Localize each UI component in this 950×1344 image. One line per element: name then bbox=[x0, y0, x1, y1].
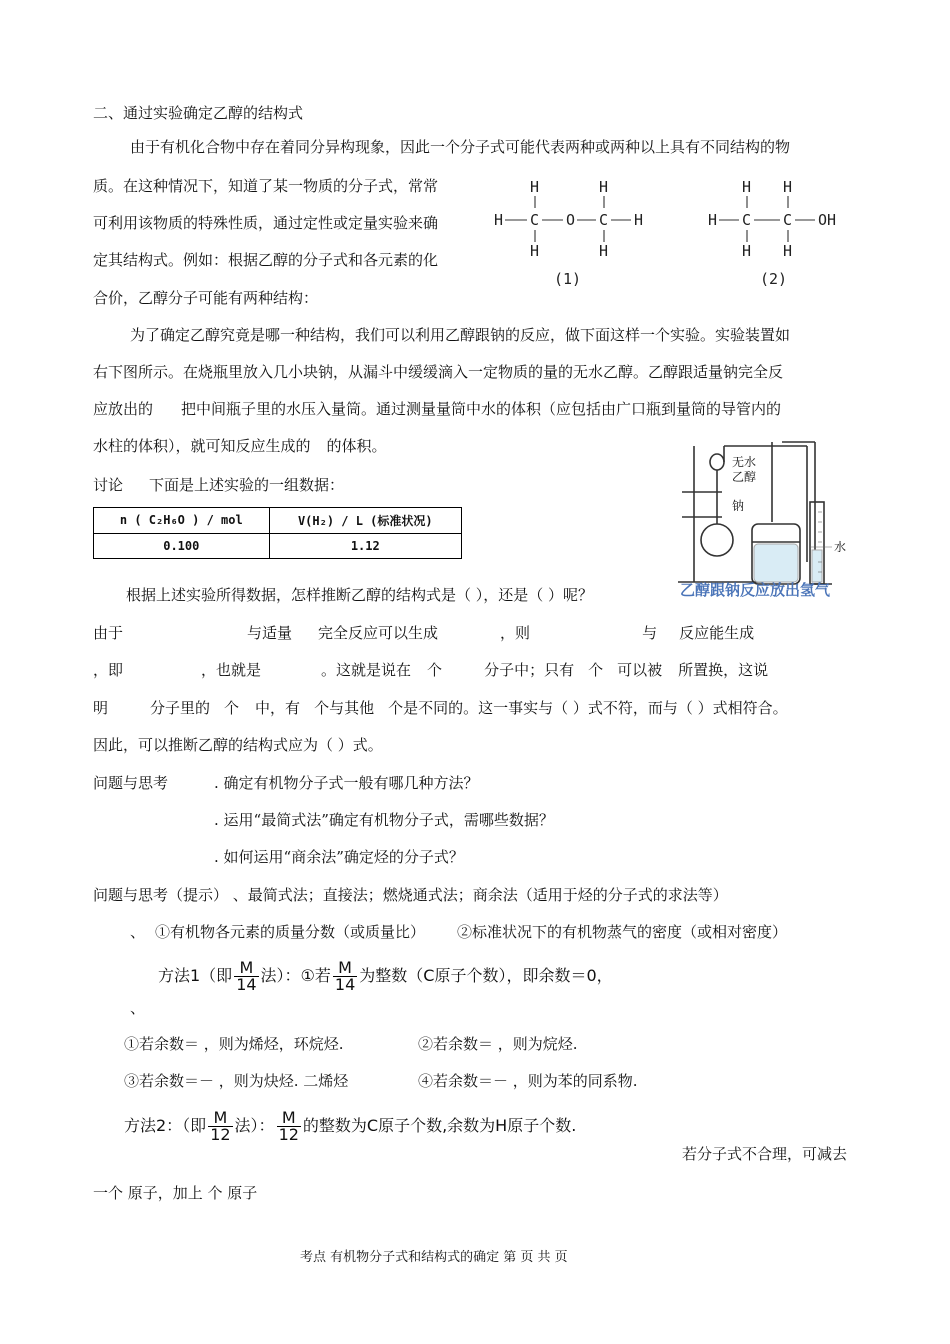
s1-o: O bbox=[566, 211, 576, 229]
fraction-denominator: 14 bbox=[334, 975, 356, 994]
hints-line-2 bbox=[130, 922, 787, 942]
apparatus-label-sodium: 钠 bbox=[732, 499, 745, 513]
intro-line-1: 由于有机化合物中存在着同分异构现象，因此一个分子式可能代表两种或两种以上具有不同结构的物 bbox=[130, 138, 791, 156]
fraction-m-12 bbox=[208, 1110, 232, 1143]
tail-line-2: 一个 原子，加上 个 原子 bbox=[93, 1184, 258, 1202]
s1-h-right: H bbox=[634, 211, 644, 229]
s1-h-left: H bbox=[494, 211, 504, 229]
s2-h-bottom-left: H bbox=[742, 242, 752, 260]
s1-h-top-right: H bbox=[599, 178, 609, 196]
analysis-text: 个是不同的。这一事实与（ ）式不符，而与（ ）式相符合。 bbox=[388, 699, 788, 717]
s1-label: (1) bbox=[554, 270, 582, 288]
fraction-numerator: M bbox=[277, 1110, 301, 1127]
s1-c-left: C bbox=[530, 211, 540, 229]
fraction-denominator: 14 bbox=[236, 975, 257, 994]
hints-line-1: 问题与思考（提示） 、最简式法；直接法；燃烧通式法；商余法（适用于烃的分子式的求法等） bbox=[93, 886, 728, 904]
question-1: . 确定有机物分子式一般有哪几种方法？ bbox=[214, 774, 479, 792]
data-table bbox=[93, 507, 462, 559]
apparatus-label-ethanol-1: 无水 bbox=[732, 455, 757, 469]
fraction-m-14 bbox=[234, 960, 258, 993]
s2-h-left: H bbox=[708, 211, 718, 229]
analysis-text: 明 bbox=[93, 699, 109, 717]
s1-h-bottom-right: H bbox=[599, 242, 609, 260]
fraction-m-14 bbox=[333, 960, 357, 993]
analysis-text: 分子里的 bbox=[150, 699, 211, 717]
apparatus-caption: 乙醇跟钠反应放出氢气 bbox=[680, 581, 831, 599]
analysis-line-5: 因此，可以推断乙醇的结构式应为（ ）式。 bbox=[93, 736, 383, 754]
tail-line-1: 若分子式不合理，可减去 bbox=[682, 1145, 848, 1163]
analysis-text: 反应能生成 bbox=[679, 624, 755, 642]
analysis-text: 可以被 bbox=[617, 661, 663, 679]
experiment-line-2: 右下图所示。在烧瓶里放入几小块钠，从漏斗中缓缓滴入一定物质的量的无水乙醇。乙醇跟适量钠完全反 bbox=[93, 363, 784, 381]
experiment-line-1: 为了确定乙醇究竟是哪一种结构，我们可以利用乙醇跟钠的反应，做下面这样一个实验。实验装置如 bbox=[130, 326, 791, 344]
experiment-line-3a: 应放出的 bbox=[93, 400, 154, 418]
analysis-text: 与适量 bbox=[247, 624, 293, 642]
analysis-text: 个 bbox=[588, 661, 604, 679]
analysis-text: 与 bbox=[642, 624, 658, 642]
fraction-numerator: M bbox=[208, 1110, 232, 1127]
fraction-numerator: M bbox=[333, 960, 357, 977]
table-header-cell: V(H₂) / L (标准状况) bbox=[269, 508, 461, 534]
method-text: 为整数（C原子个数），即余数＝0， bbox=[359, 966, 613, 985]
question-2: . 运用“最简式法”确定有机物分子式，需哪些数据？ bbox=[214, 811, 554, 829]
analysis-text: 由于 bbox=[93, 624, 124, 642]
s2-label: (2) bbox=[760, 270, 788, 288]
s1-c-right: C bbox=[599, 211, 609, 229]
analysis-text: ，则 bbox=[500, 624, 531, 642]
remainder-4: ④若余数＝－ ，则为苯的同系物. bbox=[418, 1072, 638, 1090]
analysis-text: 所置换，这说 bbox=[678, 661, 769, 679]
s2-c-right: C bbox=[783, 211, 793, 229]
experiment-line-4b: 的体积。 bbox=[326, 437, 387, 455]
experiment-line-3b: 把中间瓶子里的水压入量筒。通过测量量筒中水的体积（应包括由广口瓶到量筒的导管内的 bbox=[181, 400, 782, 418]
method-text: 方法1（即 bbox=[158, 966, 233, 985]
apparatus-label-water: 水 bbox=[834, 540, 847, 554]
analysis-question: 根据上述实验所得数据，怎样推断乙醇的结构式是（ ），还是（ ）呢？ bbox=[126, 586, 594, 604]
method-text: 的整数为C原子个数,余数为H原子个数. bbox=[302, 1116, 577, 1135]
method-1 bbox=[158, 960, 613, 993]
method-text: 方法2：（即 bbox=[124, 1116, 207, 1135]
discussion-label: 讨论 bbox=[93, 476, 124, 494]
analysis-line-3 bbox=[93, 660, 768, 680]
s2-h-top-left: H bbox=[742, 178, 752, 196]
remainder-3: ③若余数＝－ ，则为炔烃. 二烯烃 bbox=[124, 1072, 349, 1090]
s2-h-top-right: H bbox=[783, 178, 793, 196]
hints-text: ①有机物各元素的质量分数（或质量比） bbox=[155, 923, 426, 941]
method-text: 法）：①若 bbox=[260, 966, 331, 985]
experiment-line-4a: 水柱的体积），就可知反应生成的 bbox=[93, 437, 311, 455]
fraction-denominator: 12 bbox=[278, 1125, 299, 1144]
separator-comma: 、 bbox=[130, 999, 146, 1017]
analysis-text: ，也就是 bbox=[201, 661, 262, 679]
discussion-text: 下面是上述实验的一组数据： bbox=[149, 476, 345, 494]
hints-text: ②标准状况下的有机物蒸气的密度（或相对密度） bbox=[457, 923, 788, 941]
section-heading: 二、通过实验确定乙醇的结构式 bbox=[93, 104, 304, 122]
table-cell: 1.12 bbox=[269, 533, 461, 559]
remainder-1: ①若余数＝ ，则为烯烃，环烷烃. bbox=[124, 1035, 344, 1053]
hints-text: 、 bbox=[130, 923, 146, 941]
fraction-m-12 bbox=[277, 1110, 301, 1143]
analysis-line-4 bbox=[93, 698, 788, 718]
experiment-line-3 bbox=[93, 399, 781, 419]
intro-line-4: 定其结构式。例如：根据乙醇的分子式和各元素的化 bbox=[93, 251, 439, 269]
method-2 bbox=[124, 1110, 576, 1143]
remainder-2: ②若余数＝ ，则为烷烃. bbox=[418, 1035, 578, 1053]
analysis-text: ，即 bbox=[93, 661, 124, 679]
table-header-row bbox=[94, 508, 462, 534]
analysis-text: 个 bbox=[224, 699, 240, 717]
intro-line-5: 合价，乙醇分子可能有两种结构： bbox=[93, 289, 319, 307]
fraction-denominator: 12 bbox=[210, 1125, 231, 1144]
s1-h-top-left: H bbox=[530, 178, 540, 196]
fraction-numerator: M bbox=[234, 960, 258, 977]
analysis-text: 分子中；只有 bbox=[484, 661, 575, 679]
intro-line-2: 质。在这种情况下，知道了某一物质的分子式，常常 bbox=[93, 177, 439, 195]
s2-h-bottom-right: H bbox=[783, 242, 793, 260]
s2-c-left: C bbox=[742, 211, 752, 229]
analysis-text: 完全反应可以生成 bbox=[318, 624, 439, 642]
discussion-line bbox=[93, 475, 344, 495]
s1-h-bottom-left: H bbox=[530, 242, 540, 260]
ethanol-structures bbox=[490, 172, 860, 292]
analysis-text: 。这就是说在 bbox=[321, 661, 412, 679]
analysis-text: 个 bbox=[427, 661, 443, 679]
table-row bbox=[94, 533, 462, 559]
s2-oh: OH bbox=[818, 211, 837, 229]
analysis-text: 中，有 bbox=[255, 699, 301, 717]
page-footer: 考点 有机物分子式和结构式的确定 第 页 共 页 bbox=[300, 1250, 568, 1265]
questions-label: 问题与思考 bbox=[93, 774, 169, 792]
apparatus-label-ethanol-2: 乙醇 bbox=[732, 470, 757, 484]
method-text: 法）： bbox=[234, 1116, 275, 1135]
experiment-line-4 bbox=[93, 436, 387, 456]
question-3: . 如何运用“商余法”确定烃的分子式？ bbox=[214, 848, 464, 866]
apparatus-diagram bbox=[672, 432, 862, 602]
intro-line-3: 可利用该物质的特殊性质，通过定性或定量实验来确 bbox=[93, 214, 439, 232]
analysis-line-2 bbox=[93, 623, 754, 643]
table-cell: 0.100 bbox=[94, 533, 270, 559]
analysis-text: 个与其他 bbox=[314, 699, 375, 717]
table-header-cell: n ( C₂H₆O ) / mol bbox=[94, 508, 270, 534]
